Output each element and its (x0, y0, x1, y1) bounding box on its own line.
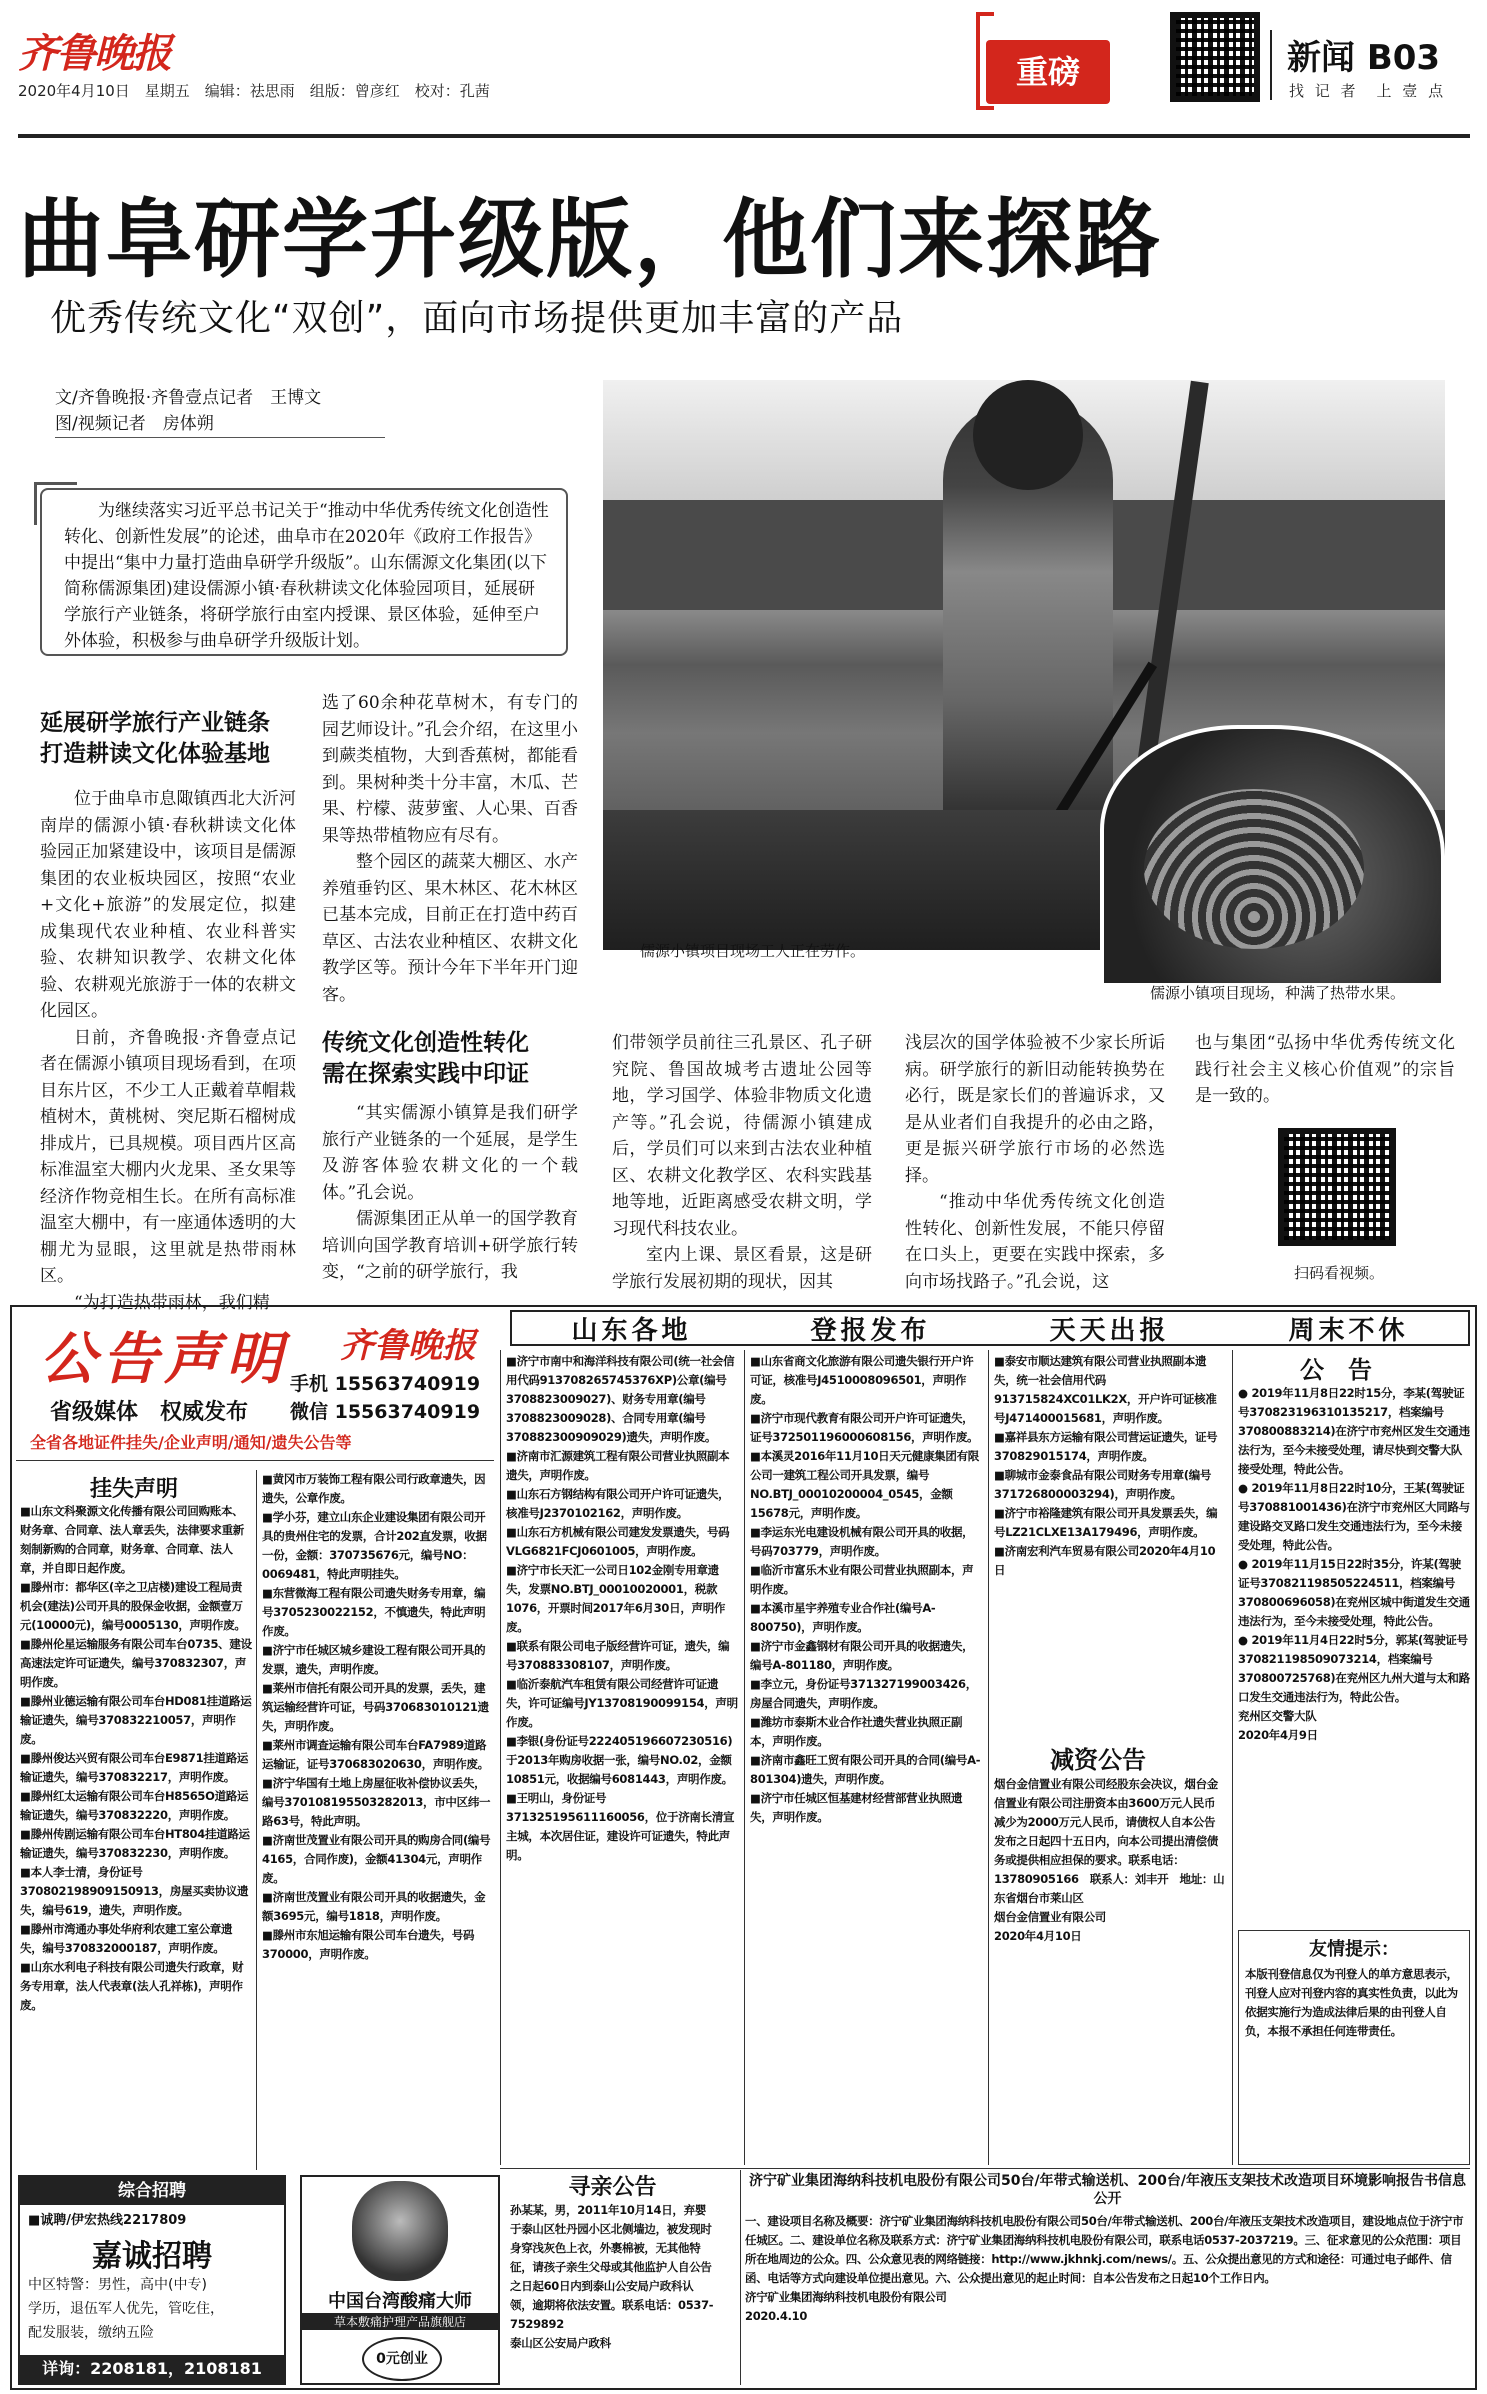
traffic-notice: ● 2019年11月8日22时15分，李某(驾驶证号370823196310135217，档案编号370800883214)在济宁市兖州区发生交通违法行为，至今未接受处理，请尽快到交警大队接受处理，特此公告。 ● 2019年11月8日22时10分，王某(驾驶证号370881001436)在济宁市兖州区大同路与建设路交叉路口发生交通违法行为，至今未接受处理，特此公告。 ● 2019年11月15日22时35分，许某(驾驶证号370821198505224511，档案编号370800696058)在兖州区城中街道发生交通违法行为，至今未接受处理，特此公告。 ● 2019年11月4日22时5分，郭某(驾驶证号370821198509073214，档案编号370800725768)在兖州区九州大道与太和路口发生交通违法行为，特此公告。 兖州区交警大队 2020年4月9日 (1238, 1386, 1470, 1742)
reduce-title: 减资公告 (1050, 1746, 1146, 1774)
subheadline: 优秀传统文化“双创”，面向市场提供更加丰富的产品 (50, 298, 904, 339)
video-qr-code-icon[interactable] (1278, 1128, 1396, 1246)
tip-title: 友情提示： (1309, 1939, 1399, 1960)
header-rule (18, 134, 1470, 138)
paragraph: “为打造热带雨林，我们精 (74, 1292, 270, 1313)
env-title: 济宁矿业集团海纳科技机电股份有限公司50台/年带式输送机、200台/年液压支架技术改造项目环境影响报告书信息公开 (749, 2173, 1466, 2207)
worker-head (973, 380, 1083, 490)
paragraph: 位于曲阜市息陬镇西北大沂河南岸的儒源小镇·春秋耕读文化体验园正加紧建设中，该项目是儒源集团的农业板块园区，按照“农业+文化+旅游”的发展定位，拟建成集现代农业种植、农业科普实验、农耕知识教学、农耕文化体验、农耕观光旅游于一体的农耕文化园区。 (40, 789, 296, 1021)
paragraph: 室内上课、景区看景，这是研学旅行发展初期的现状，因其 (612, 1245, 872, 1292)
classified-slogan: 省级媒体 权威发布 (50, 1400, 249, 1425)
subheading-2: 传统文化创造性转化 需在探索实践中印证 (322, 1030, 529, 1087)
classified-column-a: ■山东文科聚源文化传播有限公司回购账本、财务章、合同章、法人章丢失，法律要求重新刻制新购的合同章，财务章、合同章、法人章，并自即日起作废。 ■滕州市：都华区(辛之卫店楼)建设工程局责机会(建法)公司开具的股保金收据，金额壹万元(10000元)，编号0005130，声明作废。 ■滕州伦星运输服务有限公司车台0735、建设高速法定许可证遗失，编号370832307，声明作废。 ■滕州业德运输有限公司车台HD081挂道路运输证遗失，编号370832210057，声明作废。 ■滕州俊达兴贸有限公司车台E9871挂道路运输证遗失，编号370832217，声明作废。 ■滕州红太运输有限公司车台H8565O道路运输证遗失，编号370832220，声明作废。 ■滕州传剧运输有限公司车台HT804挂道路运输证遗失，编号370832230，声明作废。 ■本人李士清，身份证号370802198909150913，房屋买卖协议遗失，编号619，遗失，声明作废。 ■滕州市湾通办事处华府利农建工室公章遗失，编号370832000187，声明作废。 ■山东水利电子科技有限公司遗失行政章，财务专用章，法人代表章(法人孔祥栋)，声明作废。 (20, 1504, 252, 2012)
column-3 (612, 1030, 872, 1295)
paragraph: 浅层次的国学体验被不少家长所诟病。研学旅行的新旧动能转换势在必行，既是家长们的普遍诉求，又是从业者们自我提升的必由之路，更是振兴研学旅行市场的必然选择。 (905, 1033, 1165, 1186)
paragraph: “其实儒源小镇算是我们研学旅行产业链条的一个延展，是学生及游客体验农耕文化的一个载体。”孔会说。 (322, 1103, 578, 1203)
byline (55, 385, 321, 437)
column-5 (1195, 1030, 1455, 1110)
xunqin-notice (510, 2170, 715, 2385)
jobs-phone: ■诚聘/伊宏热线2217809 (28, 2213, 187, 2228)
plant-leaves (1144, 789, 1364, 949)
byline-rule (55, 437, 385, 438)
divider (500, 1350, 501, 2165)
jobs-title: 嘉诚招聘 (92, 2239, 212, 2274)
classified-column-c: ■济宁市南中和海洋科技有限公司(统一社会信用代码913708265745376XP)公章(编号3708823009027)、财务专用章(编号3708823009028)、合同专用章(编号370882300909029)遗失，声明作废。 ■济南市汇源建筑工程有限公司营业执照副本遗失，声明作废。 ■山东石方钢结构有限公司开户许可证遗失，核准号J2370102162，声明作废。 ■山东石方机械有限公司建发发票遗失，号码VLG6821FCJ0601005，声明作废。 ■济宁市长天汇一公司日102金刚专用章遗失，发票NO.BTJ_00010020001，税款1076，开票时间2017年6月30日，声明作废。 ■联系有限公司电子版经营许可证，遗失，编号370883308107，声明作废。 ■临沂泰航汽车租赁有限公司经营许可证遗失，许可证编号JY13708190099154，声明作废。 ■李银(身份证号222405196607230516)于2013年购房收据一张，编号NO.02，金额10851元，收据编号6081443，声明作废。 ■王明山，身份证号371325195611160056，位于济南长清宣主城，本次居住证，建设许可证遗失，特此声明。 (506, 1354, 738, 1862)
banner-item: 登报发布 (810, 1315, 931, 1346)
banner-item: 周末不休 (1288, 1315, 1409, 1346)
jobs-head: 综合招聘 (20, 2177, 284, 2205)
classified-wechat: 微信 15563740919 (290, 1401, 481, 1423)
classified-column-e: ■泰安市顺达建筑有限公司营业执照副本遗失，统一社会信用代码913715824XC01LK2X，开户许可证核准号J471400015681，声明作废。 ■嘉祥县东方运输有限公司营运证遗失，证号370829015174，声明作废。 ■聊城市金泰食品有限公司财务专用章(编号371726800003294)，声明作废。 ■济宁市裕隆建筑有限公司开具发票丢失，编号LZ21CLXE13A179496，声明作废。 ■济南宏利汽车贸易有限公司2020年4月10日 (994, 1354, 1218, 1577)
photo-caption: 儒源小镇项目现场工人正在劳作。 (640, 942, 866, 960)
paragraph: 也与集团“弘扬中华优秀传统文化践行社会主义核心价值观”的宗旨是一致的。 (1195, 1033, 1455, 1106)
classified-phone: 手机 15563740919 (290, 1373, 481, 1395)
inset-photo (1100, 725, 1445, 987)
classified-column-b: ■黄冈市万装饰工程有限公司行政章遗失，因遗失，公章作废。 ■学小芬，建立山东企业建设集团有限公司开具的贵州住宅的发票，合计202直发票，收据一份，金额：370735676元，编号NO：0069481，特此声明挂失。 ■东营微海工程有限公司遗失财务专用章，编号3705230022152，不慎遗失，特此声明作废。 ■济宁市任城区城乡建设工程有限公司开具的发票，遗失，声明作废。 ■莱州市信托有限公司开具的发票，丢失，建筑运输经营许可证，号码370683010121遗失，声明作废。 ■莱州市调查运输有限公司车台FA7989道路运输证，证号370683020630，声明作废。 ■济宁华国有土地上房屋征收补偿协议丢失，编号370108195503282013，市中区纬一路63号，特此声明。 ■济南世茂置业有限公司开具的购房合同(编号4165，合同作废)，金额41304元，声明作废。 ■济南世茂置业有限公司开具的收据遗失，金额3695元，编号1818，声明作废。 ■滕州市东旭运输有限公司车台遗失，号码370000，声明作废。 (262, 1472, 491, 1961)
dateline: 2020年4月10日 星期五 编辑：祛思雨 组版：曾彦红 校对：孔茜 (18, 82, 490, 100)
subheading-1: 延展研学旅行产业链条 打造耕读文化体验基地 (40, 710, 270, 767)
paragraph: 日前，齐鲁晚报·齐鲁壹点记者在儒源小镇项目现场看到，在项目东片区，不少工人正戴着草帽栽植树木，黄桃树、突尼斯石榴树成排成片，已具规模。项目西片区高标准温室大棚内火龙果、圣女果等经济作物竞相生长。在所有高标准温室大棚中，有一座通体透明的大棚尤为显眼，这里就是热带雨林区。 (40, 1027, 296, 1286)
reduce-notice: 烟台金信置业有限公司经股东会决议，烟台金信置业有限公司注册资本由3600万元人民币减少为2000万元人民币，请债权人自本公告发布之日起四十五日内，向本公司提出清偿债务或提供相应担保的要求。联系电话：13780905166 联系人：刘丰开 地址：山东省烟台市莱山区 烟台金信置业有限公司 2020年4月10日 (994, 1777, 1225, 1943)
paragraph: 们带领学员前往三孔景区、孔子研究院、鲁国故城考古遗址公园等地，学习国学、体验非物质文化遗产等。”孔会说，待儒源小镇建成后，学员们可以来到古法农业种植区、农耕文化教学区、农科实践基地等地，近距离感受农耕文明，学习现代科技农业。 (612, 1033, 872, 1239)
lead-paragraph: 为继续落实习近平总书记关于“推动中华优秀传统文化创造性转化、创新性发展”的论述，曲阜市在2020年《政府工作报告》中提出“集中力量打造曲阜研学升级版”。山东儒源文化集团(以下简称儒源集团)建设儒源小镇·春秋耕读文化体验园项目，延展研学旅行产业链条，将研学旅行由室内授课、景区体验，延伸至户外体验，积极参与曲阜研学升级版计划。 (40, 488, 568, 656)
paragraph: 整个园区的蔬菜大棚区、水产养殖垂钓区、果木林区、花木林区已基本完成，目前正在打造中药百草区、古法农业种植区、农耕文化教学区等。预计今年下半年开门迎客。 (322, 852, 578, 1005)
classified-logo: 齐鲁晚报 (340, 1326, 476, 1366)
paragraph: 选了60余种花草树木，有专门的园艺师设计。”孔会介绍，在这里小到蕨类植物，大到香蕉树，都能看到。果树种类十分丰富，木瓜、芒果、柠檬、菠萝蜜、人心果、百香果等热带植物应有尽有。 (322, 693, 578, 846)
classified-banner (510, 1310, 1470, 1346)
gout-title: 中国台湾酸痛大师 (328, 2291, 472, 2312)
tip-text: 本版刊登信息仅为刊登人的单方意思表示，刊登人应对刊登内容的真实性负责，以此为依据实施行为造成法律后果的由刊登人自负，本报不承担任何连带责任。 (1245, 1967, 1458, 2038)
divider (256, 1470, 257, 2170)
jobs-ad (18, 2175, 286, 2385)
gout-badge: 0元创业 (362, 2337, 442, 2381)
column-4 (905, 1030, 1165, 1295)
inset-caption: 儒源小镇项目现场，种满了热带水果。 (1150, 984, 1406, 1002)
gout-ad (300, 2175, 500, 2385)
column-1 (40, 786, 296, 1316)
banner-item: 天天出报 (1049, 1315, 1170, 1346)
xunqin-title: 寻亲公告 (568, 2175, 657, 2200)
gout-sub: 草本敷痛护理产品旗舰店 (302, 2313, 498, 2330)
env-notice: 一、建设项目名称及概要：济宁矿业集团海纳科技机电股份有限公司50台/年带式输送机、200台/年液压支架技术改造项目，建设地点位于济宁市任城区。二、建设单位名称及联系方式：济宁矿业集团海纳科技机电股份有限公司，联系电话0537-2037219。三、征求意见的公众范围：项目所在地周边的公众。四、公众意见表的网络链接：http://www.jkhnkj.com/news/。五、公众提出意见的方式和途径：可通过电子邮件、信函、电话等方式向建设单位提出意见。六、公众提出意见的起止时间：自本公告发布之日起10个工作日内。 济宁矿业集团海纳科技机电股份有限公司 2020.4.10 (745, 2214, 1464, 2323)
column-2 (322, 690, 578, 1008)
jobs-text: 中区特警：男性，高中(中专) 学历，退伍军人优先，管吃住， 配发服装，缴纳五险 (28, 2277, 224, 2341)
divider (500, 2168, 1470, 2169)
classified-column-d: ■山东省商文化旅游有限公司遗失银行开户许可证，核准号J4510008096501，声明作废。 ■济宁市现代教育有限公司开户许可证遗失，证号372501196000608156，声明作废。 ■本溪灵2016年11月10日天元健康集团有限公司一建筑工程公司开具发票，编号NO.BTJ_00010200004_0545，金额15678元，声明作废。 ■李运东光电建设机械有限公司开具的收据，号码703779，声明作废。 ■临沂市富乐木业有限公司营业执照副本，声明作废。 ■本溪市星宇养殖专业合作社(编号A-800750)，声明作废。 ■济宁市金鑫钢材有限公司开具的收据遗失，编号A-801180，声明作废。 ■李立元，身份证号371327199003426，房屋合同遗失，声明作废。 ■潍坊市泰斯木业合作社遗失营业执照正副本，声明作废。 ■济南市鑫旺工贸有限公司开具的合同(编号A-801304)遗失，声明作废。 ■济宁市任城区恒基建材经营部营业执照遗失，声明作废。 (750, 1354, 981, 1824)
qr-caption: 扫码看视频。 (1294, 1264, 1385, 1282)
divider (1270, 30, 1272, 100)
section-sub: 找 记 者 上 壹 点 (1289, 82, 1447, 100)
classified-title: 公告声明 (40, 1327, 288, 1392)
section-name: 新闻 B03 (1287, 38, 1441, 78)
divider (16, 1460, 494, 1461)
tip-box (1238, 1930, 1470, 2165)
divider (988, 1350, 989, 2165)
paragraph: “推动中华优秀传统文化创造性转化、创新性发展，不能只停留在口头上，更要在实践中探索，多向市场找路子。”孔会说，这 (905, 1192, 1165, 1292)
jobs-contact: 详询：2208181，2108181 (20, 2355, 284, 2383)
paragraph: 儒源集团正从单一的国学教育培训向国学教育培训+研学旅行转变，“之前的研学旅行，我 (322, 1209, 578, 1282)
masthead: 齐鲁晚报 (18, 30, 170, 77)
xunqin-text: 孙某某，男，2011年10月14日，弃婴于泰山区牡丹园小区北侧墙边，被发现时身穿浅灰色上衣，外裹棉被，无其他特征，请孩子亲生父母或其他监护人自公告之日起60日内到泰山公安局户政科认领，逾期将依法安置。联系电话：0537-7529892 泰山区公安局户政科 (510, 2203, 714, 2350)
headline: 曲阜研学升级版，他们来探路 (18, 190, 1162, 290)
notice-title: 公 告 (1300, 1356, 1372, 1384)
divider (1232, 1350, 1233, 2165)
banner-item: 山东各地 (571, 1315, 692, 1346)
portrait-illustration (352, 2181, 448, 2281)
classified-contacts (290, 1370, 480, 1426)
lost-title: 挂失声明 (90, 1477, 179, 1502)
divider (744, 1350, 745, 2165)
section-tag: 重磅 (986, 40, 1110, 104)
column-2b (322, 1100, 578, 1286)
divider (740, 2170, 741, 2385)
classified-services: 全省各地证件挂失/企业声明/通知/遗失公告等 (30, 1433, 352, 1452)
byline-writer: 文/齐鲁晚报·齐鲁壹点记者 王博文 (55, 388, 322, 408)
byline-photographer: 图/视频记者 房体朔 (55, 414, 214, 434)
qr-code-icon (1170, 12, 1260, 102)
